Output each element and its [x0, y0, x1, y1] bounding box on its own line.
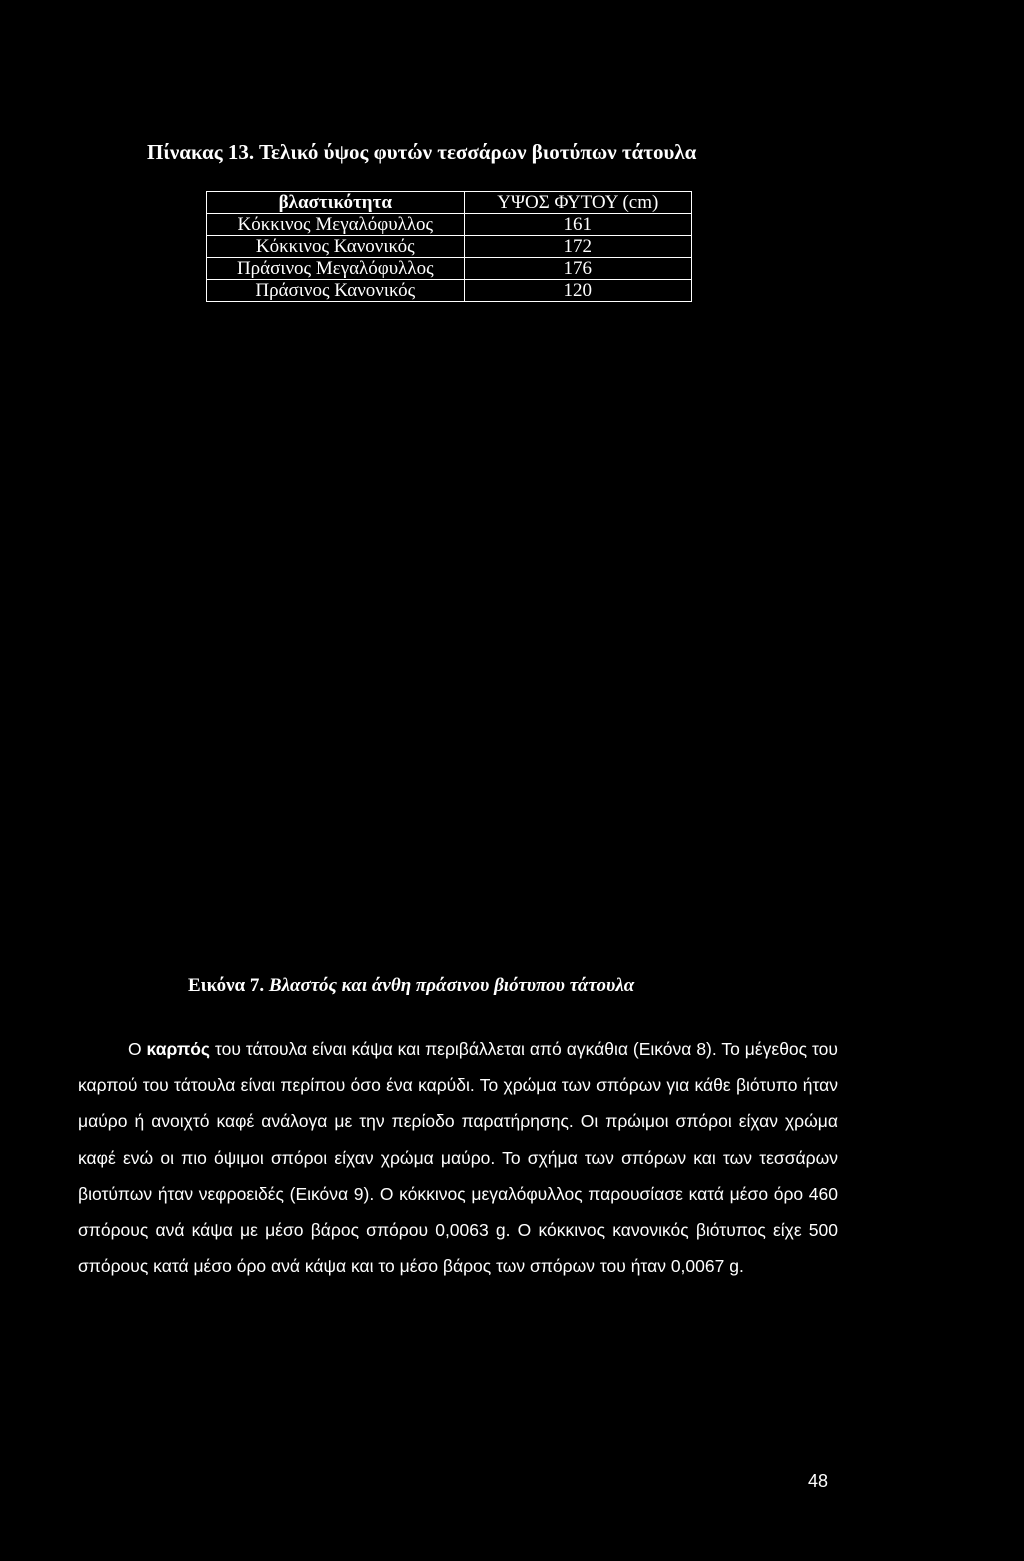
body-paragraph: [78, 1031, 838, 1284]
table-row: [207, 280, 692, 302]
bold-term: καρπός: [146, 1039, 211, 1059]
table-caption: Πίνακας 13. Τελικό ύψος φυτών τεσσάρων βιοτύπων τάτουλα: [147, 140, 697, 164]
paragraph-text: του τάτουλα είναι κάψα και περιβάλλεται από αγκάθια (Εικόνα 8). Το μέγεθος του καρπού του τάτουλα είναι περίπου όσο ένα καρύδι. Το χρώμα των σπόρων για κάθε βιότυπο ήταν μαύρο ή ανοιχτό καφέ ανάλογα με την περίοδο παρατήρησης. Οι πρώιμοι σπόροι είχαν χρώμα καφέ ενώ οι πιο όψιμοι σπόροι είχαν χρώμα μαύρο. Το σχήμα των σπόρων και των τεσσάρων βιοτύπων ήταν νεφροειδές (Εικόνα 9). Ο κόκκινος μεγαλόφυλλος παρουσίασε κατά μέσο όρο 460 σπόρους ανά κάψα με μέσο βάρος σπόρου 0,0063 g. Ο κόκκινος κανονικός βιότυπος είχε 500 σπόρους κατά μέσο όρο ανά κάψα και το μέσο βάρος των σπόρων του ήταν 0,0067 g.: [78, 1039, 838, 1277]
plant-height-table: [206, 191, 692, 302]
biotype-cell: Πράσινος Κανονικός: [207, 280, 465, 302]
paragraph-lead: Ο: [128, 1039, 142, 1059]
biotype-cell: Κόκκινος Κανονικός: [207, 236, 465, 258]
header-plant-height: ΥΨΟΣ ΦΥΤΟΥ (cm): [464, 192, 691, 214]
table-row: [207, 214, 692, 236]
height-cell: 161: [464, 214, 691, 236]
height-cell: 120: [464, 280, 691, 302]
page-number: 48: [808, 1471, 829, 1491]
biotype-cell: Κόκκινος Μεγαλόφυλλος: [207, 214, 465, 236]
table-header-row: [207, 192, 692, 214]
figure-caption-text: Βλαστός και άνθη πράσινου βιότυπου τάτουλα: [268, 975, 635, 996]
figure-caption: [188, 975, 634, 997]
header-biotype: βλαστικότητα: [207, 192, 465, 214]
height-cell: 176: [464, 258, 691, 280]
figure-label: Εικόνα 7.: [188, 975, 265, 996]
table-row: [207, 258, 692, 280]
table-row: [207, 236, 692, 258]
biotype-cell: Πράσινος Μεγαλόφυλλος: [207, 258, 465, 280]
height-cell: 172: [464, 236, 691, 258]
